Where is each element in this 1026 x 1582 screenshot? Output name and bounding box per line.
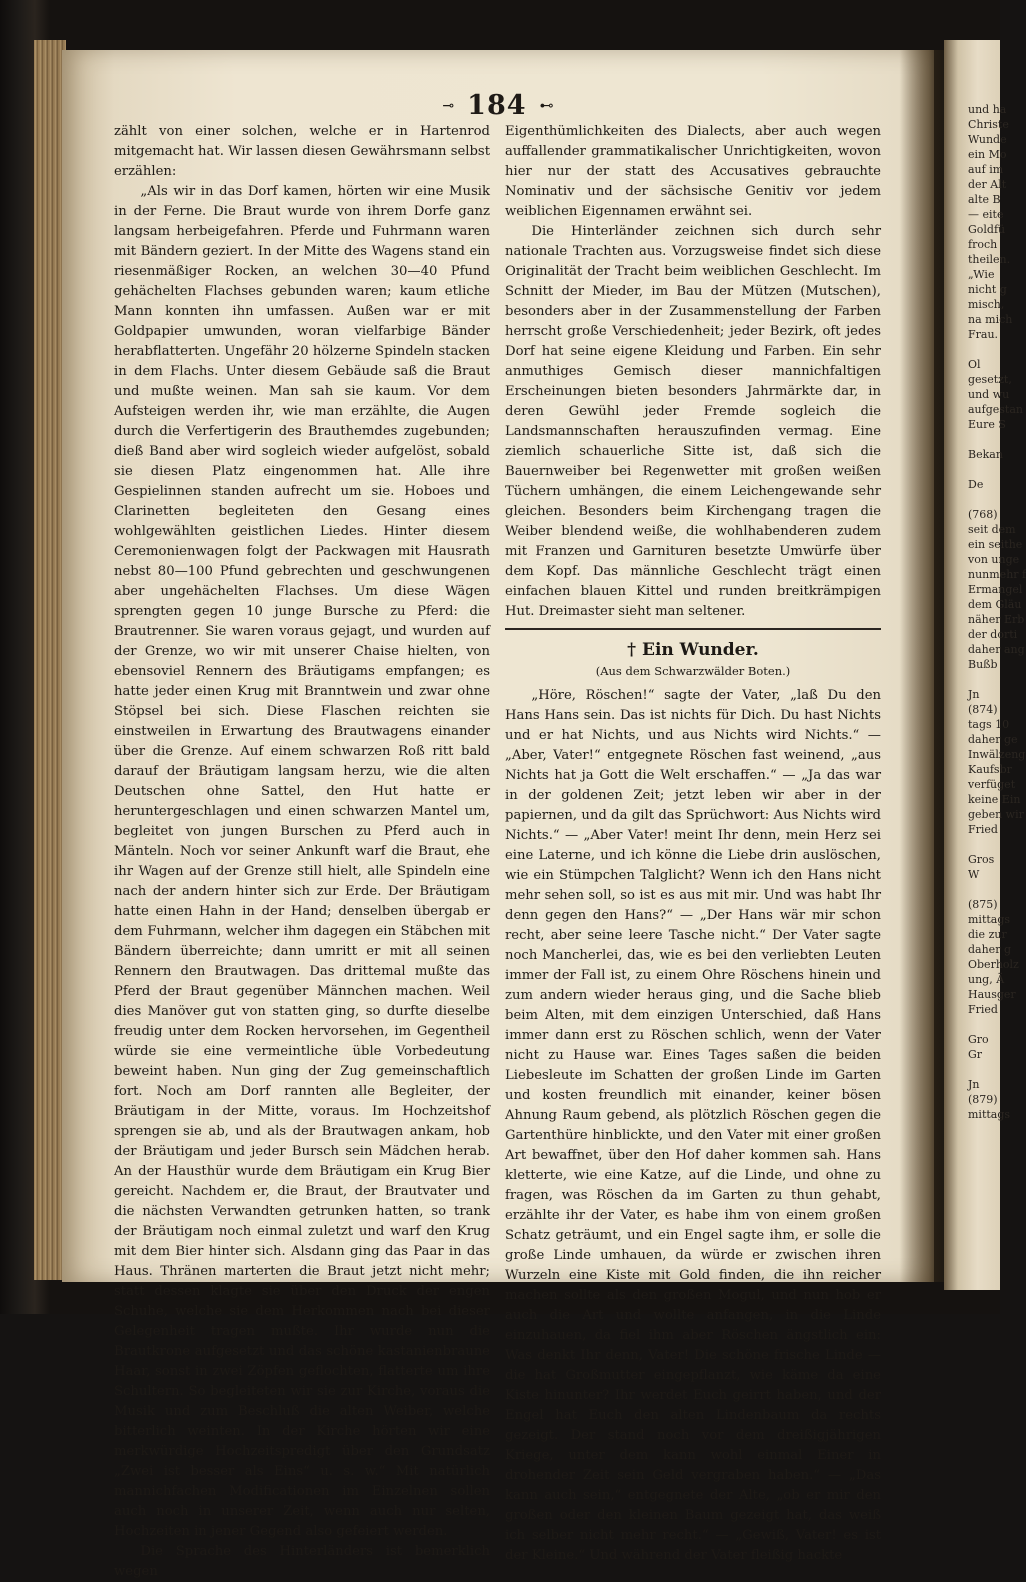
next-page-fragment <box>944 432 1000 447</box>
next-page-fragment: nunmehr f <box>968 568 1026 581</box>
next-page-strip <box>944 40 1026 1290</box>
paragraph: zählt von einer solchen, welche er in Hartenrod mitgemacht hat. Wir lassen diesen Gewährsmann selbst erzählen: <box>114 124 490 179</box>
next-page-fragment <box>944 672 1000 687</box>
next-page-fragment: die zur <box>968 928 1007 941</box>
next-page-fragment: verfüget <box>968 778 1016 791</box>
next-page-fragment: Bekan <box>968 448 1003 461</box>
page-header <box>62 90 934 120</box>
next-page-fragment: Oberholz <box>968 958 1019 971</box>
next-page-fragment: W <box>968 868 980 881</box>
paragraph: „Höre, Röschen!“ sagte der Vater, „laß Du den Hans Hans sein. Das ist nichts für Dich. Du hast Nichts und er hat Nichts, und aus Nichts wird Nichts.“ — „Aber, Vater!“ entgegnete Röschen fast weinend, „aus Nichts hat ja Gott die Welt erschaffen.“ — „Ja das war in der goldenen Zeit; jetzt leben wir aber in der papiernen, und da gilt das Sprüchwort: Aus Nichts wird Nichts.“ — „Aber Vater! meint Ihr denn, mein Herz sei eine Laterne, und ich könne die Liebe drin auslöschen, wie ein Stümpchen Talglicht? Wenn ich den Hans nicht mehr sehen soll, so ist es aus mit mir. Und was habt Ihr denn gegen den Hans?“ — „Der Hans wär mir schon recht, aber seine leere Tasche nicht.“ Der Vater sagte noch Mancherlei, das, wie es bei den verliebten Leuten immer der Fall ist, zu einem Ohre Röschens hinein und zum andern wieder heraus ging, und die Sache blieb beim Alten, mit dem einzigen Unterschied, daß Hans immer dann erst zu Röschen schlich, wenn der Vater nicht zu Hause war. Eines Tages saßen die beiden Liebesleute im Schatten der großen Linde im Garten und kosten freundlich mit einander, keiner bösen Ahnung Raum gebend, als plötzlich Röschen gegen die Gartenthüre hinblickte, und den Vater mit einer großen Art bewaffnet, über den Hof daher kommen sah. Hans kletterte, wie eine Katze, auf die Linde, und ohne zu fragen, was Röschen da im Garten zu thun gehabt, erzählte ihr der Vater, es habe ihm von einem großen Schatz geträumt, und ein Engel sagte ihm, er solle die große Linde umhauen, da würde er zwischen ihren Wurzeln eine Kiste mit Gold finden, die ihn reicher machen sollte als den großen Mogul, und nun hob er auch die Art und wollte anfangen, in die Linde einzuhauen, da fiel ihm aber Röschen ängstlich ein: Was denkt Ihr denn, Vater! Die schöne frische Linde — die hat Großmutter eingepflanzt, wie käme da eine Kiste hinunter? Ihr werdet Euch geirrt haben, und der Engel hat Euch den alten Lindenbaum da rechts gezeigt. Der stand noch vor dem dreißigjährigen Kriege, unter dem kann wohl einmal Einer in drohender Zeit sein Geld vergraben haben.“ — „Das kann auch sein,“ entgegnete der Alte, „ob er mir den großen oder den kleinen Baum gezeigt hat, das weiß ich selber nicht mehr recht.“ — „Gewiß, Vater! es ist der Kleine.“ Und während der Vater fleißig hackte <box>505 688 881 1563</box>
next-page-fragment: mittags <box>968 1108 1011 1121</box>
ornament-right: ⊷ <box>539 97 554 114</box>
next-page-fragment: Ermangel <box>968 583 1023 596</box>
next-page-fragment <box>944 342 1000 357</box>
next-page-fragment: gesetzt, <box>968 373 1012 386</box>
next-page-fragment: Frau. <box>968 328 999 341</box>
gutter-shadow <box>900 50 948 1282</box>
next-page-fragment: froch <box>968 238 998 251</box>
page-number: 184 <box>467 90 527 121</box>
next-page-fragment: Fried <box>968 823 998 836</box>
next-page-fragment: auf im <box>968 163 1004 176</box>
right-column <box>505 122 881 1566</box>
next-page-fragment: und wu <box>968 388 1010 401</box>
next-page-fragment: Jn <box>968 1078 980 1091</box>
next-page-fragment: na mich <box>968 313 1013 326</box>
next-page-fragment: Gro <box>968 1033 989 1046</box>
section-divider <box>505 628 881 630</box>
paragraph: Die Hinterländer zeichnen sich durch sehr nationale Trachten aus. Vorzugsweise findet sich diese Originalität der Tracht beim weiblichen Geschlecht. Im Schnitt der Mieder, im Bau der Mützen (Mutschen), besonders aber in der Zusammenstellung der Farben herrscht große Verschiedenheit; jeder Bezirk, oft jedes Dorf hat seine eigene Kleidung und Farben. Ein sehr anmuthiges Gemisch dieser mannichfaltigen Erscheinungen bieten besonders Jahrmärkte dar, in deren Gewühl jeder Fremde sogleich die Landsmannschaften herauszufinden vermag. Eine ziemlich schauerliche Sitte ist, daß sich die Bauernweiber bei Regenwetter mit großen weißen Tüchern umhängen, die einem Leichengewande sehr gleichen. Besonders beim Kirchengang tragen die Weiber blendend weiße, die wohlhabenderen zudem mit Franzen und Garnituren besetzte Umwürfe über dem Kopf. Das männliche Geschlecht trägt einen einfachen blauen Kittel und runden breitkrämpigen Hut. Dreimaster sieht man seltener. <box>505 224 881 619</box>
next-page-fragment: seit dem <box>968 523 1016 536</box>
next-page-fragment <box>944 492 1000 507</box>
next-page-fragment: Christe <box>968 118 1009 131</box>
article-source: (Aus dem Schwarzwälder Boten.) <box>595 664 791 678</box>
next-page-fragment: dem Gläu <box>968 598 1022 611</box>
next-page-fragment: Fried <box>968 1003 998 1016</box>
next-page-fragment: und ha <box>968 103 1007 116</box>
next-page-fragment: „Wie <box>968 268 995 281</box>
next-page-fragment <box>944 462 1000 477</box>
next-page-fragment: geben wir <box>968 808 1024 821</box>
next-page-fragment <box>944 1017 1000 1032</box>
next-page-fragments <box>944 40 1026 1122</box>
next-page-fragment: ung, Ä <box>968 973 1005 986</box>
next-page-fragment: keine Ein <box>968 793 1021 806</box>
next-page-fragment <box>944 837 1000 852</box>
next-page-fragment: daher ang <box>968 643 1025 656</box>
next-page-fragment: (768) <box>968 508 998 521</box>
next-page-fragment: Eure S <box>968 418 1006 431</box>
next-page-fragment <box>944 1062 1000 1077</box>
next-page-fragment: De <box>968 478 984 491</box>
next-page-fragment: daher ge <box>968 733 1018 746</box>
next-page-fragment: theilen. <box>968 253 1011 266</box>
next-page-fragment: nicht g <box>968 283 1007 296</box>
next-page-fragment: Gros <box>968 853 995 866</box>
next-page-fragment: tags 10 <box>968 718 1010 731</box>
paragraph: „Als wir in das Dorf kamen, hörten wir eine Musik in der Ferne. Die Braut wurde von ihrem Dorfe ganz langsam herbeigefahren. Pferde und Fuhrmann waren mit Bändern geziert. In der Mitte des Wagens stand ein riesenmäßiger Rocken, an welchen 30—40 Pfund gehächelten Flachses gebunden waren; kaum etliche Mann konnten ihn umfassen. Außen war er mit Goldpapier umwunden, woran vielfarbige Bänder herabflatterten. Ungefähr 20 hölzerne Spindeln stacken in dem Flachs. Unter diesem Gebäude saß die Braut und mußte weinen. Man sah sie kaum. Vor dem Aufsteigen werden ihr, wie man erzählte, die Augen durch die Verfertigerin des Brauthemdes zugebunden; dieß Band aber wird sogleich wieder aufgelöst, sobald sie diesen Platz eingenommen hat. Alle ihre Gespielinnen standen aufrecht um sie. Hoboes und Clarinetten begleiteten den Gesang eines wohlgewählten geistlichen Liedes. Hinter diesem Ceremonienwagen folgt der Packwagen mit Hausrath nebst 80—100 Pfund gebrechten und geschwungenen aber ungehächelten Flachses. Um diese Wägen sprengten gegen 10 junge Bursche zu Pferd: die Brautrenner. Sie waren voraus gejagt, und wurden auf der Grenze, wo wir mit unserer Chaise hielten, von ebensoviel Rennern des Bräutigams empfangen; es hatte jeder einen Krug mit Branntwein und zwar ohne Stöpsel bei sich. Diese Flaschen reichten sie einstweilen in Erwartung des Brautwagens einander über die Grenze. Auf einem schwarzen Roß ritt bald darauf der Bräutigam langsam herzu, wie die alten Deutschen ohne Sattel, den Hut hatte er heruntergeschlagen und einen schwarzen Mantel um, begleitet von jungen Burschen zu Pferd auch in Mänteln. Noch vor seiner Ankunft warf die Braut, ehe ihr Wagen auf der Grenze still hielt, alle Spindeln eine nach der andern hinter sich zur Erde. Der Bräutigam hatte einen Hahn in der Hand; denselben übergab er dem Fuhrmann, welcher ihm dagegen ein Stäbchen mit Bändern überreichte; dann umritt er mit all seinen Rennern den Brautwagen. Das drittemal mußte das Pferd der Braut gegenüber Männchen machen. Weil dies Manöver gut von statten ging, so durfte dieselbe freudig unter dem Rocken hervorsehen, im Gegentheil würde sie eine vermeintliche üble Vorbedeutung beweint haben. Nun ging der Zug gemeinschaftlich fort. Noch am Dorf rannten alle Begleiter, der Bräutigam in der Mitte, voraus. Im Hochzeitshof sprengen sie ab, und als der Brautwagen ankam, hob der Bräutigam und jeder Bursch sein Mädchen herab. An der Hausthür wurde dem Bräutigam ein Krug Bier gereicht. Nachdem er, die Braut, der Brautvater und die nächsten Verwandten getrunken hatten, so trank der Bräutigam noch einmal zuletzt und warf den Krug mit dem Bier hinter sich. Alsdann ging das Paar in das Haus. Thränen marterten die Braut jetzt nicht mehr; statt dessen klagte sie über den Druck der engen Schuhe, welche sie dem Herkommen nach bei dieser Gelegenheit tragen mußte. Ihr wurde nun die Brautkrone aufgesetzt und das schöne kastanienbraune Haar, sonst in zwei Zöpfen geflochten, flatterte um ihre Schultern. So begleiteten wir sie zur Kirche, voraus die Musik und zum Beschluß die alten Weiber, welche bitterlich weinten. In der Kirche hörten wir eine merkwürdige Hochzeitspredigt über den Grundsatz „Zwei ist besser als Eins“ u. s. w.“ Mit natürlich mannichfachen Modificationen im Einzelnen sollen auch noch in unserer Zeit, wenn auch nur selten, Hochzeiten in jener Gegend also gefeiert werden. <box>114 184 490 1539</box>
next-page-fragment: (874) <box>968 703 998 716</box>
paragraph: Die Sprache des Hinterländers ist bemerklich wegen <box>114 1544 490 1579</box>
next-page-fragment: daher g <box>968 943 1011 956</box>
next-page-fragment: ein Mo <box>968 148 1007 161</box>
next-page-fragment: Inwälzeng <box>968 748 1026 761</box>
ornament-left: ⊸ <box>442 97 455 114</box>
next-page-fragment: der dorti <box>968 628 1018 641</box>
next-page-fragment: (879) <box>968 1093 998 1106</box>
next-page-fragment: Bußb <box>968 658 998 671</box>
next-page-fragment: der Alt <box>968 178 1007 191</box>
next-page-fragment: misch, <box>968 298 1005 311</box>
next-page-fragment: Kaufsbr <box>968 763 1012 776</box>
next-page-fragment: Hausger <box>968 988 1016 1001</box>
next-page-fragment: von unge <box>968 553 1020 566</box>
next-page-fragment: Jn <box>968 688 980 701</box>
next-page-fragment <box>944 882 1000 897</box>
next-page-fragment: — eite <box>968 208 1004 221</box>
paragraph: Eigenthümlichkeiten des Dialects, aber auch wegen auffallender grammatikalischer Unrichtigkeiten, wovon hier nur der statt des Accusatives gebrauchte Nominativ und der sächsische Genitiv vor jedem weiblichen Eigennamen erwähnt sei. <box>505 124 881 219</box>
next-page-fragment: (875) <box>968 898 998 911</box>
next-page-fragment: näher Erb <box>968 613 1025 626</box>
next-page-fragment: Ol <box>968 358 981 371</box>
next-page-fragment: alte B <box>968 193 1001 206</box>
article-title: † Ein Wunder. <box>627 640 759 660</box>
next-page-fragment: mittags <box>968 913 1011 926</box>
next-page-fragment: Wunde <box>968 133 1007 146</box>
next-page-fragment: ein seithe <box>968 538 1023 551</box>
next-page-fragment: aufgestan <box>968 403 1023 416</box>
next-page-fragment: Gr <box>968 1048 983 1061</box>
left-column <box>114 122 490 1582</box>
next-page-fragment: Goldfü <box>968 223 1006 236</box>
